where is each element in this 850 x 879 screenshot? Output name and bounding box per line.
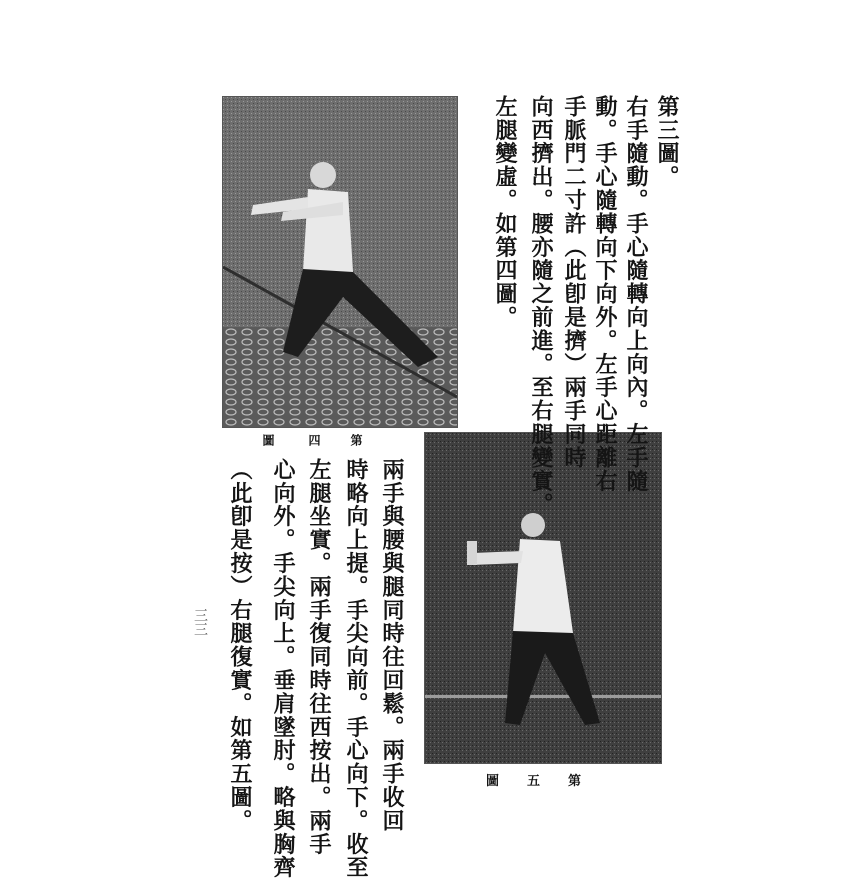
figure-4-caption-char: 圖 [261, 434, 275, 446]
text-column: 時略向上提。手尖向前。手心向下。收至 [343, 458, 369, 879]
figure-4-caption-char: 第 [349, 434, 363, 446]
text-column: 手脈門二寸許（此卽是擠）兩手同時 [561, 95, 587, 470]
text-column: 第三圖。 [654, 95, 680, 189]
figure-5-caption: 第五圖 [486, 774, 610, 789]
text-column: （此卽是按）右腿復實。如第五圖。 [227, 458, 253, 833]
figure-4-caption-char: 四 [307, 434, 321, 446]
page-number: 三三 [192, 608, 208, 636]
text-column: 左腿變虛。如第四圖。 [492, 95, 518, 329]
text-column: 左腿坐實。兩手復同時往西按出。兩手 [306, 458, 332, 856]
text-column: 兩手與腰與腿同時往回鬆。兩手收回 [379, 458, 405, 833]
text-column: 向西擠出。腰亦隨之前進。至右腿變實。 [528, 95, 554, 517]
text-column: 右手隨動。手心隨轉向上向內。左手隨 [623, 95, 649, 493]
figure-4-photo [222, 96, 458, 428]
text-column: 動。手心隨轉向下向外。左手心距離右 [592, 95, 618, 493]
text-column: 心向外。手尖向上。垂肩墜肘。略與胸齊 [270, 458, 296, 879]
